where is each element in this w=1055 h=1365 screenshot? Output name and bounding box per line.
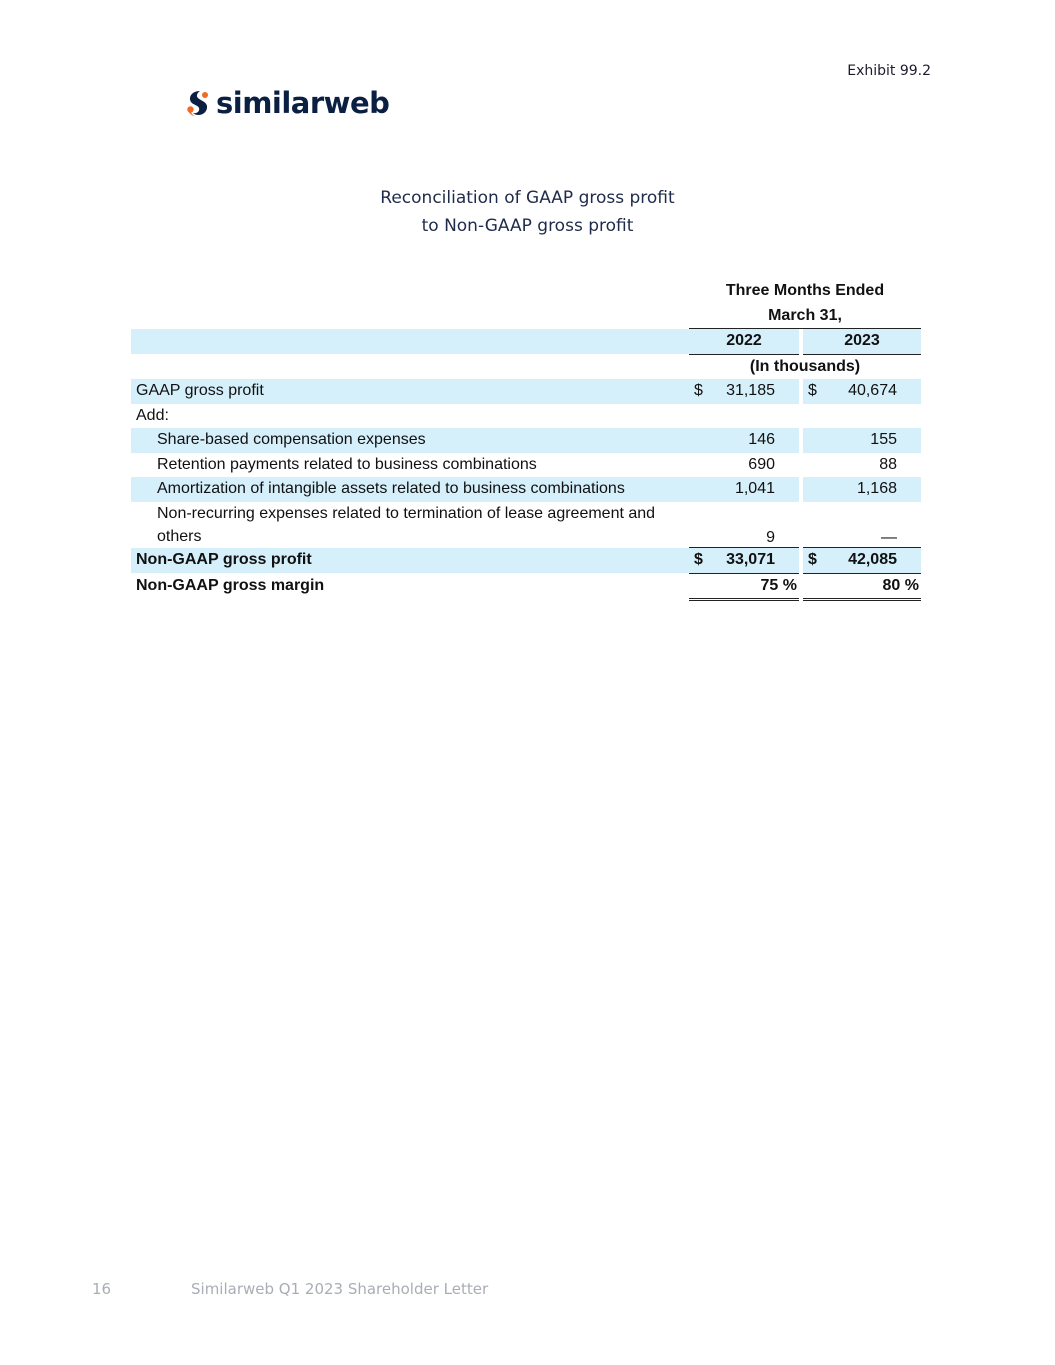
value-2023: 1,168 — [833, 477, 921, 502]
table-row — [131, 477, 921, 502]
row-label: Retention payments related to business combinations — [157, 455, 537, 473]
page-number: 16 — [92, 1280, 112, 1298]
logo-text: similarweb — [216, 86, 390, 120]
currency-symbol: $ — [689, 548, 719, 574]
row-label: Non-GAAP gross profit — [131, 548, 689, 574]
row-label: Non-recurring expenses related to termination of lease agreement and others — [157, 504, 656, 545]
table-row — [131, 573, 921, 600]
table-row — [131, 379, 921, 404]
value-2023: — — [833, 502, 921, 548]
title-line-1: Reconciliation of GAAP gross profit — [380, 188, 675, 208]
header-row-period-1 — [131, 279, 921, 304]
table-row — [131, 502, 921, 548]
value-2023: 40,674 — [833, 379, 921, 404]
value-2022: 1,041 — [719, 477, 799, 502]
value-2023: 155 — [833, 428, 921, 453]
table-row — [131, 548, 921, 574]
row-label: GAAP gross profit — [131, 379, 689, 404]
currency-symbol: $ — [803, 379, 833, 404]
period-header: Three Months Ended — [725, 282, 885, 300]
row-label: Non-GAAP gross margin — [136, 577, 325, 595]
row-label: Share-based compensation expenses — [131, 428, 689, 453]
reconciliation-table — [131, 279, 921, 601]
header-row-units — [131, 354, 921, 379]
title-line-2: to Non-GAAP gross profit — [421, 216, 634, 236]
value-2022: 31,185 — [719, 379, 799, 404]
value-2022: 9 — [719, 502, 799, 548]
table-row — [131, 453, 921, 478]
row-label: Amortization of intangible assets related to business combinations — [131, 477, 689, 502]
value-2022: 33,071 — [719, 548, 799, 574]
page-title — [0, 184, 1055, 240]
company-logo — [186, 86, 389, 120]
value-2022: 146 — [719, 428, 799, 453]
value-2023: 80 % — [833, 573, 921, 600]
currency-symbol: $ — [689, 379, 719, 404]
header-row-period-2 — [131, 304, 921, 329]
year-2023-header: 2023 — [803, 329, 921, 355]
value-2022: 75 % — [719, 573, 799, 600]
year-2022-header: 2022 — [689, 329, 799, 355]
exhibit-label: Exhibit 99.2 — [847, 63, 931, 79]
similarweb-logo-icon — [186, 88, 210, 118]
value-2022: 690 — [748, 455, 775, 473]
row-label: Add: — [136, 406, 169, 424]
table-row — [131, 404, 921, 429]
footer-text: Similarweb Q1 2023 Shareholder Letter — [191, 1280, 489, 1298]
value-2023: 42,085 — [833, 548, 921, 574]
period-date-header: March 31, — [689, 304, 921, 329]
units-header: (In thousands) — [749, 357, 861, 375]
header-row-years — [131, 329, 921, 355]
currency-symbol: $ — [803, 548, 833, 574]
value-2023: 88 — [879, 455, 897, 473]
table-row — [131, 428, 921, 453]
